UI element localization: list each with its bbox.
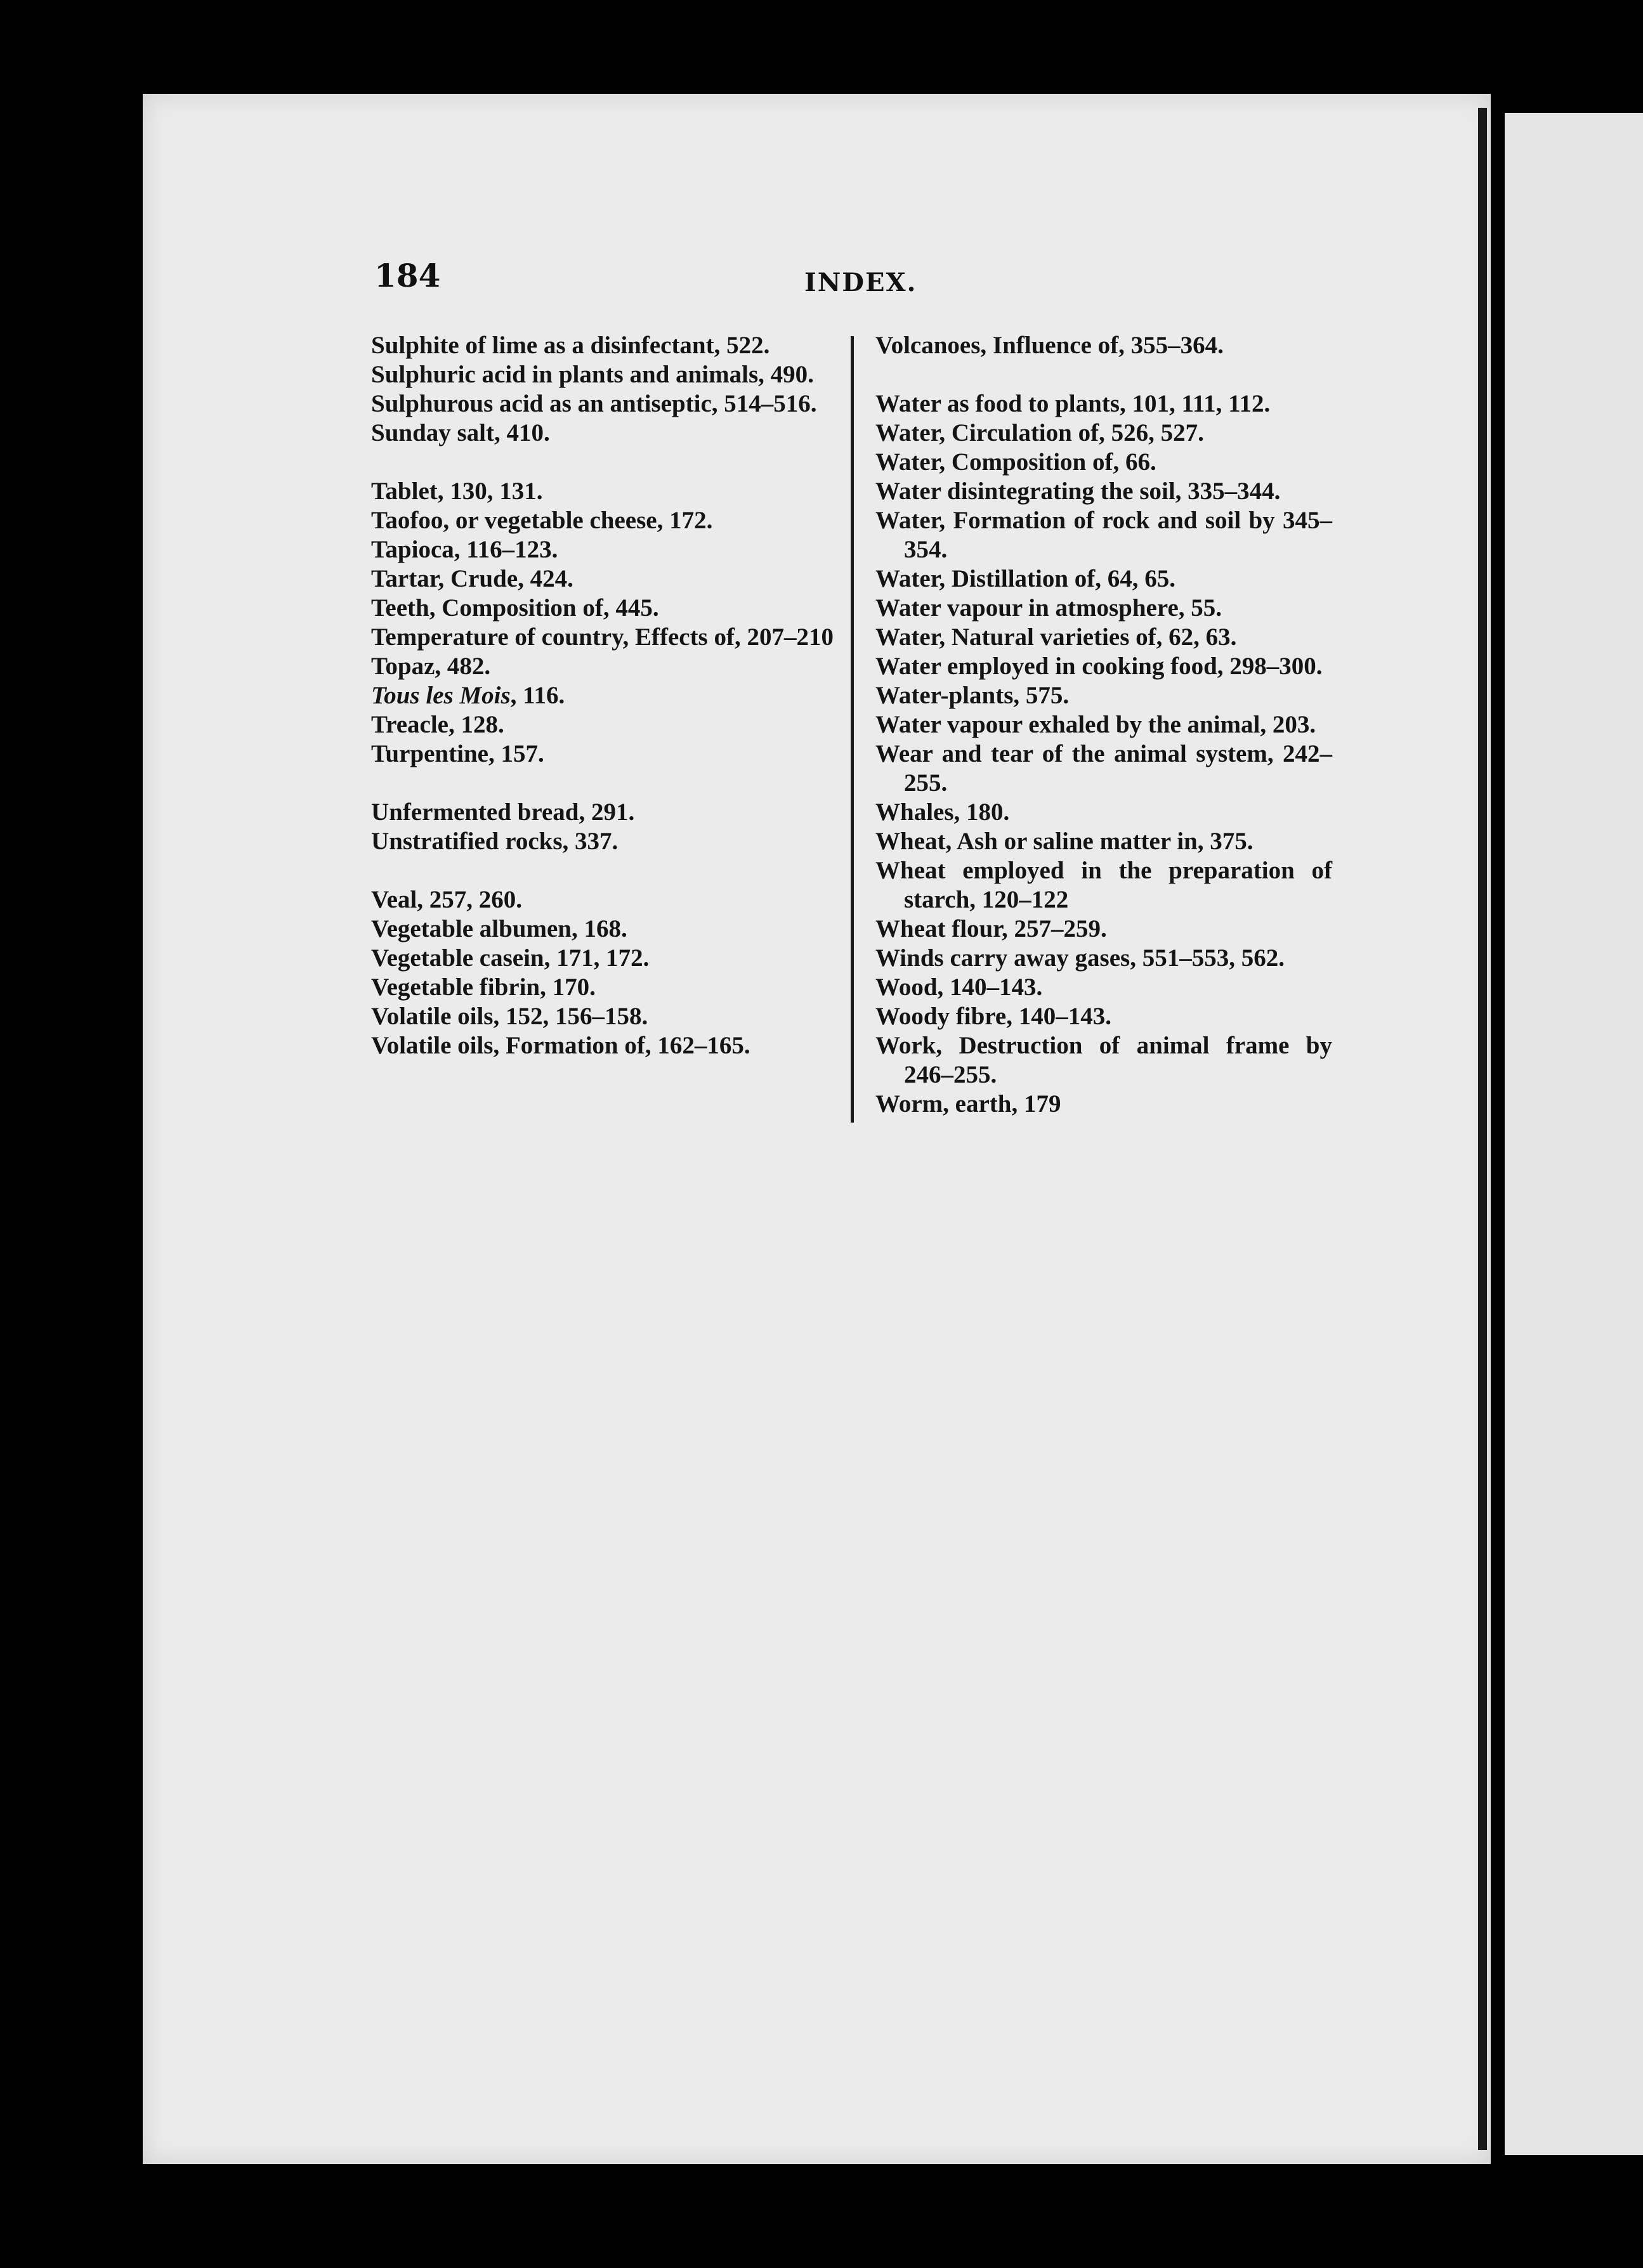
index-entry: Wood, 140–143. (875, 974, 1043, 1001)
index-entry: Wheat, Ash or saline matter in, 375. (875, 828, 1254, 855)
index-entry: Water disintegrating the soil, 335–344. (875, 478, 1281, 505)
index-entry: Sunday salt, 410. (371, 419, 550, 446)
index-entry: Woody fibre, 140–143. (875, 1003, 1111, 1030)
page-number: 184 (374, 257, 441, 294)
running-head: INDEX. (804, 268, 917, 297)
index-entry: Water as food to plants, 101, 111, 112. (875, 390, 1271, 417)
index-column-left (371, 331, 834, 1060)
page-fold-shadow (1478, 108, 1487, 2150)
index-entry: Sulphuric acid in plants and animals, 490. (371, 361, 814, 388)
index-entry: Water-plants, 575. (875, 682, 1070, 709)
index-entry: Water employed in cooking food, 298–300. (875, 653, 1323, 680)
index-entry: Water, Composition of, 66. (875, 448, 1156, 476)
index-entry: Unfermented bread, 291. (371, 798, 635, 826)
index-entry: Turpentine, 157. (371, 740, 544, 767)
index-entry: Temperature of country, Effects of, 207–210 (371, 623, 834, 651)
index-entry: Treacle, 128. (371, 711, 504, 738)
index-entry-italic-term: Tous les Mois (371, 682, 511, 709)
index-entry: Water, Natural varieties of, 62, 63. (875, 623, 1237, 651)
index-entry: Winds carry away gases, 551–553, 562. (875, 944, 1285, 972)
index-entry: Tartar, Crude, 424. (371, 565, 573, 592)
index-entry: Water vapour in atmosphere, 55. (875, 594, 1222, 622)
index-entry: Vegetable fibrin, 170. (371, 974, 596, 1001)
index-entry: Taofoo, or vegetable cheese, 172. (371, 507, 713, 534)
index-entry: Unstratified rocks, 337. (371, 828, 619, 855)
index-entry: Water, Formation of rock and soil by 345–354. (875, 507, 1332, 563)
index-entry: Sulphite of lime as a disinfectant, 522. (371, 332, 770, 359)
index-entry: Water vapour exhaled by the animal, 203. (875, 711, 1316, 738)
index-entry: Vegetable albumen, 168. (371, 915, 627, 942)
index-entry: Work, Destruction of animal frame by 246–255. (875, 1032, 1332, 1088)
index-entry: Veal, 257, 260. (371, 886, 522, 913)
index-entry: Sulphurous acid as an antiseptic, 514–516. (371, 390, 817, 417)
index-entry: Wheat flour, 257–259. (875, 915, 1107, 942)
index-entry: Worm, earth, 179 (875, 1090, 1061, 1118)
index-entry: Volatile oils, 152, 156–158. (371, 1003, 648, 1030)
index-entry: Whales, 180. (875, 798, 1010, 826)
entry-group-gap (371, 769, 834, 798)
entry-group-gap (371, 856, 834, 885)
index-entry: Volatile oils, Formation of, 162–165. (371, 1032, 750, 1059)
index-entry: Water, Circulation of, 526, 527. (875, 419, 1204, 446)
index-entry: Wear and tear of the animal system, 242–255. (875, 740, 1332, 797)
column-divider (851, 336, 854, 1123)
index-entry: Volcanoes, Influence of, 355–364. (875, 332, 1224, 359)
index-column-right (875, 331, 1332, 1119)
index-entry: Teeth, Composition of, 445. (371, 594, 659, 622)
facing-page-edge (1505, 113, 1643, 2155)
entry-group-gap (371, 448, 834, 477)
index-entry: Water, Distillation of, 64, 65. (875, 565, 1176, 592)
index-entry: Tablet, 130, 131. (371, 478, 543, 505)
index-entry: Tapioca, 116–123. (371, 536, 558, 563)
index-entry: Wheat employed in the preparation of starch, 120–122 (875, 857, 1332, 913)
index-entry: Vegetable casein, 171, 172. (371, 944, 650, 972)
entry-group-gap (875, 360, 1332, 389)
index-entry: Topaz, 482. (371, 653, 491, 680)
index-entry: Tous les Mois, 116. (371, 682, 565, 709)
